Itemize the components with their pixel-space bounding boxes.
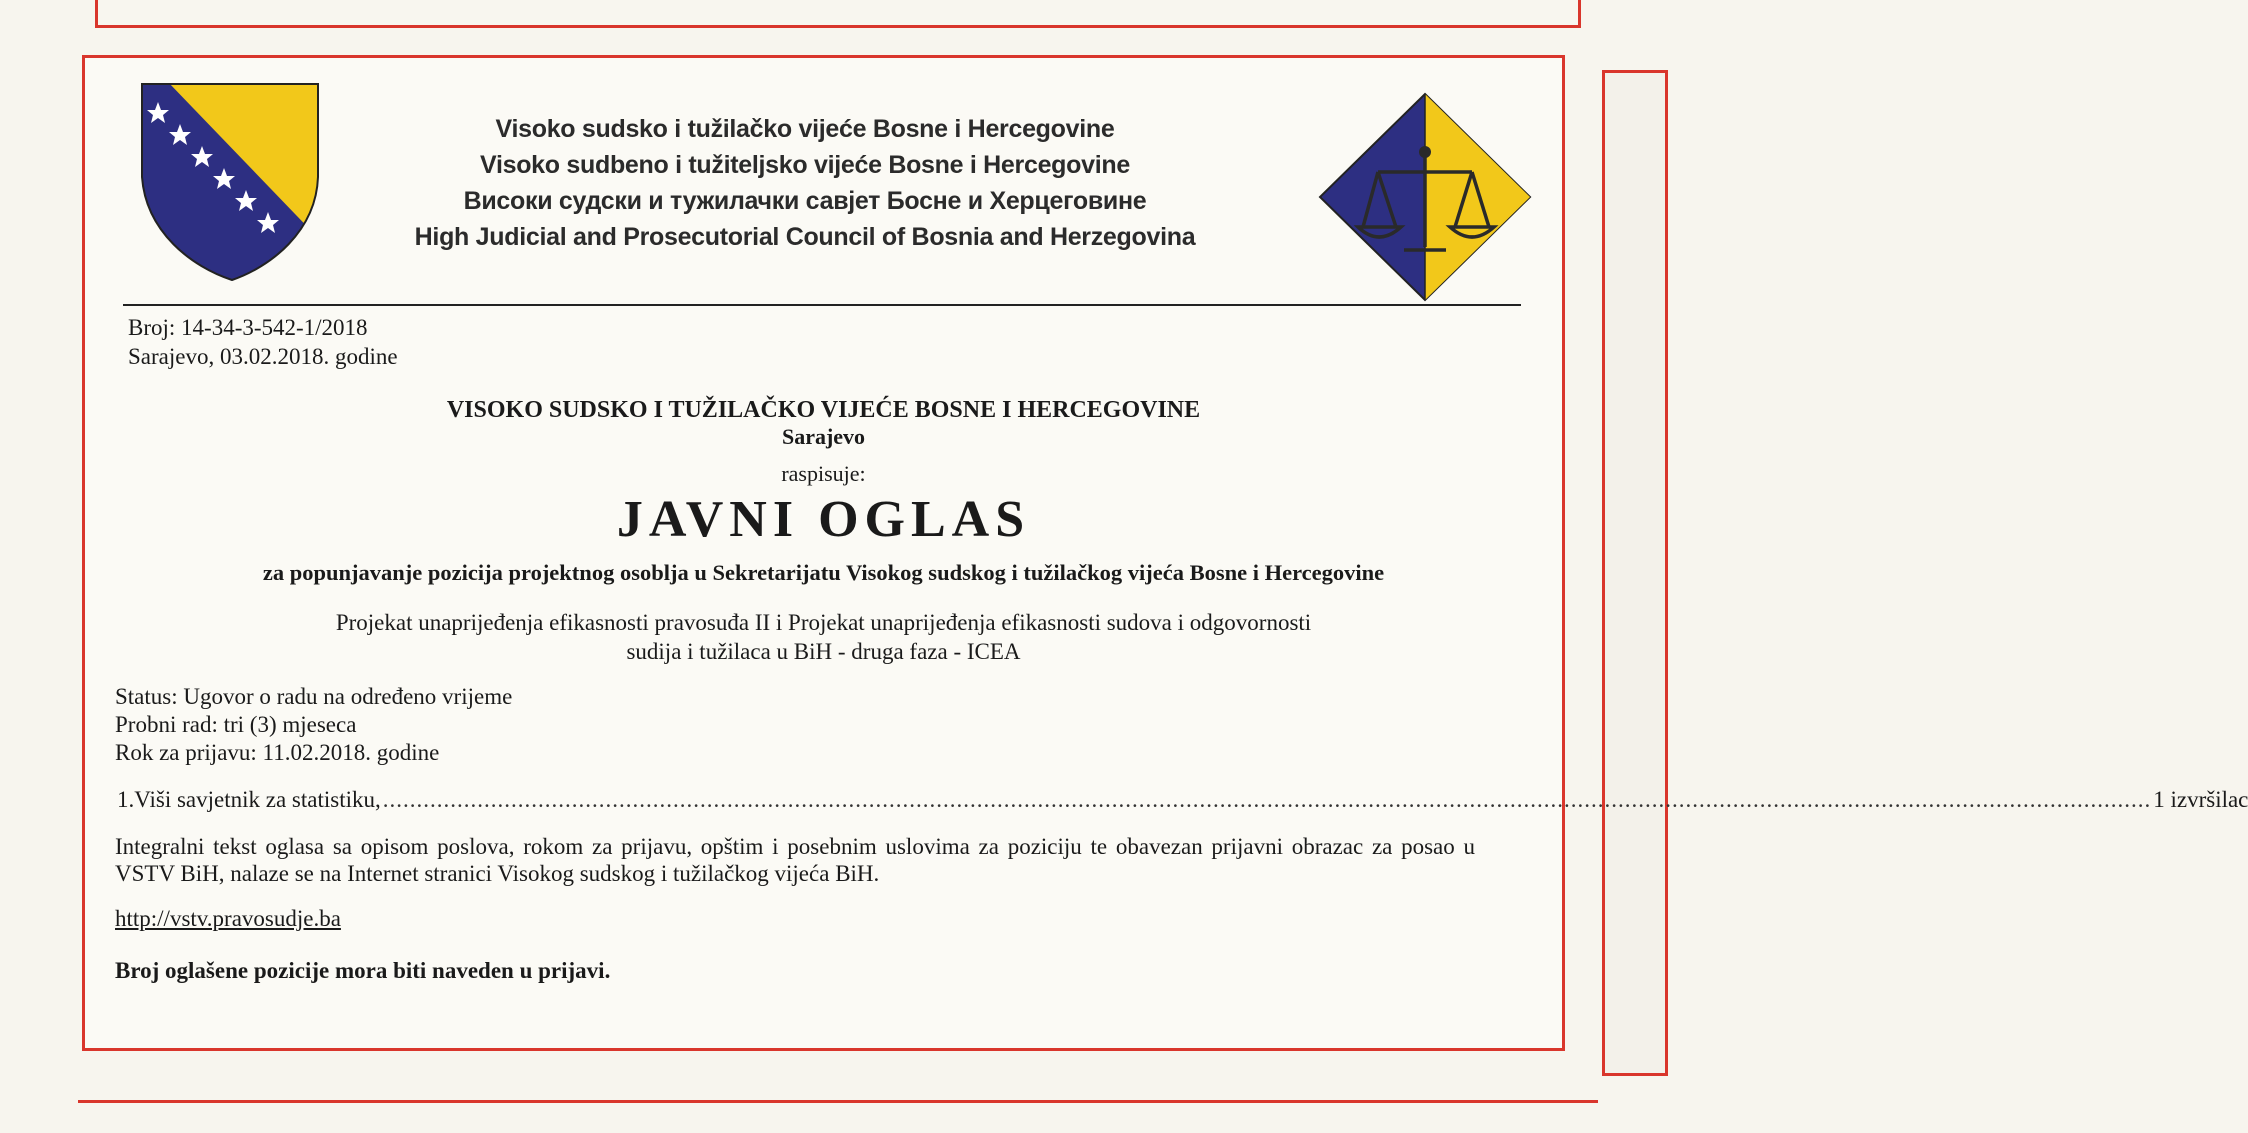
reference-place-date: Sarajevo, 03.02.2018. godine <box>128 344 398 369</box>
employment-details <box>115 683 512 767</box>
org-name-serbian: Високи судски и тужилачки савјет Босне и Херцеговине <box>463 187 1147 215</box>
dot-leader: ...................................................................................................................................................................................................................................................................... <box>382 787 2152 812</box>
probation-text: Probni rad: tri (3) mjeseca <box>115 712 357 737</box>
page-title: JAVNI OGLAS <box>616 491 1031 548</box>
adjacent-ad-frame-top <box>95 0 1581 28</box>
job-announcement-ad <box>82 55 2248 1051</box>
list-item <box>117 787 2248 813</box>
position-number: 1. <box>117 787 135 812</box>
position-count: 1 izvršilac <box>2153 787 2248 812</box>
position-note: Broj oglašene pozicije mora biti naveden u prijavi. <box>115 958 611 983</box>
city-heading: Sarajevo <box>781 424 866 449</box>
project-description <box>85 608 1562 666</box>
organization-names <box>385 111 1225 255</box>
org-name-english: High Judicial and Prosecutorial Council of Bosnia and Herzegovina <box>414 223 1196 251</box>
deadline-text: Rok za prijavu: 11.02.2018. godine <box>115 740 440 765</box>
announcement-subtitle: za popunjavanje pozicija projektnog osoblja u Sekretarijatu Visokog sudskog i tužilačkog vijeća Bosne i Hercegovine <box>262 560 1385 585</box>
bih-coat-of-arms-icon <box>140 82 322 287</box>
project-line-2: sudija i tužilaca u BiH - druga faza - ICEA <box>626 639 1021 664</box>
header-divider <box>123 304 1521 306</box>
org-name-bosnian: Visoko sudsko i tužilačko vijeće Bosne i Hercegovine <box>495 115 1115 143</box>
project-line-1: Projekat unaprijeđenja efikasnosti pravosuđa II i Projekat unaprijeđenja efikasnosti sudova i odgovornosti <box>335 610 1312 635</box>
reference-block <box>128 313 398 371</box>
position-title: Viši savjetnik za statistiku, <box>134 787 381 812</box>
announces-text: raspisuje: <box>781 461 866 486</box>
council-heading: VISOKO SUDSKO I TUŽILAČKO VIJEĆE BOSNE I HERCEGOVINE <box>446 397 1201 423</box>
adjacent-ad-frame-bottom <box>78 1100 1598 1133</box>
website-link[interactable]: http://vstv.pravosudje.ba <box>115 906 341 931</box>
info-paragraph: Integralni tekst oglasa sa opisom poslova, rokom za prijavu, opštim i posebnim uslovima za poziciju te obavezan prijavni obrazac za posao u VSTV BiH, nalaze se na Internet stranici Visokog sudskog i tužilačkog vijeća BiH. <box>115 834 1475 886</box>
reference-number: Broj: 14-34-3-542-1/2018 <box>128 315 368 340</box>
org-name-croatian: Visoko sudbeno i tužiteljsko vijeće Bosne i Hercegovine <box>480 151 1130 179</box>
status-text: Status: Ugovor o radu na određeno vrijeme <box>115 684 513 709</box>
adjacent-ad-frame-right <box>1602 70 1668 1076</box>
hjpc-scales-logo-icon <box>1318 92 1533 307</box>
